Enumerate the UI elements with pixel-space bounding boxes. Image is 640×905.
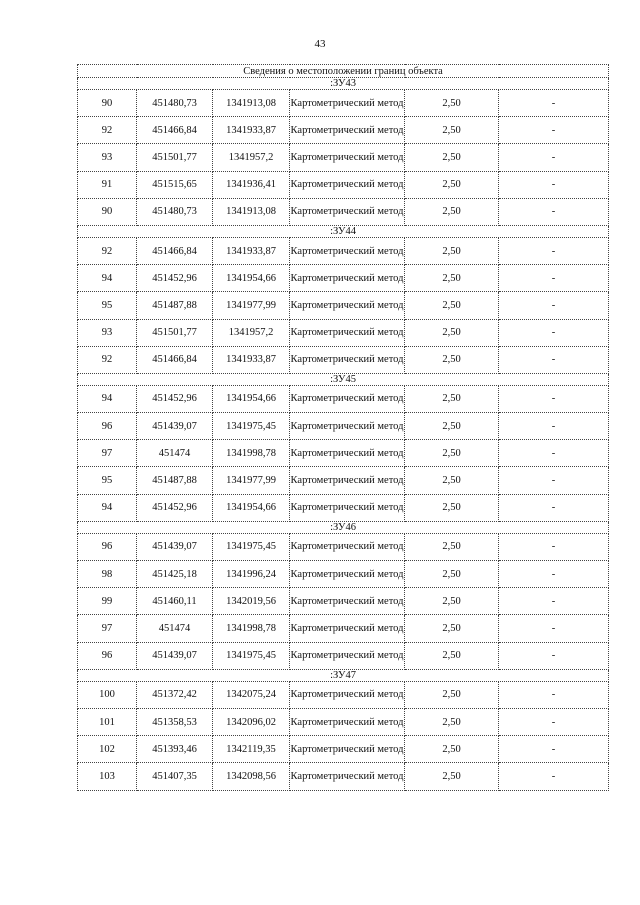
table-row	[78, 763, 609, 790]
note-cell: -	[499, 494, 609, 521]
y-coordinate-cell: 1341913,08	[213, 90, 290, 117]
accuracy-cell: 2,50	[405, 615, 499, 642]
section-row	[78, 373, 609, 385]
accuracy-cell: 2,50	[405, 681, 499, 708]
y-coordinate-cell: 1341975,45	[213, 533, 290, 560]
x-coordinate-cell: 451501,77	[137, 144, 213, 171]
table-row	[78, 144, 609, 171]
point-number-cell: 100	[78, 681, 137, 708]
y-coordinate-cell: 1341996,24	[213, 561, 290, 588]
method-cell: Картометрический метод	[290, 533, 405, 560]
page-number: 43	[314, 38, 326, 50]
x-coordinate-cell: 451480,73	[137, 90, 213, 117]
accuracy-cell: 2,50	[405, 708, 499, 735]
method-cell: Картометрический метод	[290, 198, 405, 225]
x-coordinate-cell: 451439,07	[137, 413, 213, 440]
table-row	[78, 385, 609, 412]
method-cell: Картометрический метод	[290, 681, 405, 708]
x-coordinate-cell: 451501,77	[137, 319, 213, 346]
x-coordinate-cell: 451466,84	[137, 117, 213, 144]
section-row	[78, 78, 609, 90]
point-number-cell: 95	[78, 467, 137, 494]
point-number-cell: 93	[78, 144, 137, 171]
point-number-cell: 98	[78, 561, 137, 588]
y-coordinate-cell: 1341933,87	[213, 237, 290, 264]
method-cell: Картометрический метод	[290, 561, 405, 588]
table-row	[78, 588, 609, 615]
boundary-table	[77, 64, 609, 791]
table-row	[78, 292, 609, 319]
method-cell: Картометрический метод	[290, 144, 405, 171]
y-coordinate-cell: 1342019,56	[213, 588, 290, 615]
x-coordinate-cell: 451452,96	[137, 385, 213, 412]
note-cell: -	[499, 265, 609, 292]
method-cell: Картометрический метод	[290, 494, 405, 521]
note-cell: -	[499, 171, 609, 198]
y-coordinate-cell: 1341977,99	[213, 467, 290, 494]
point-number-cell: 92	[78, 117, 137, 144]
point-number-cell: 92	[78, 237, 137, 264]
note-cell: -	[499, 319, 609, 346]
table-row	[78, 533, 609, 560]
x-coordinate-cell: 451515,65	[137, 171, 213, 198]
accuracy-cell: 2,50	[405, 588, 499, 615]
table-row	[78, 265, 609, 292]
method-cell: Картометрический метод	[290, 292, 405, 319]
x-coordinate-cell: 451487,88	[137, 292, 213, 319]
section-row	[78, 669, 609, 681]
note-cell: -	[499, 385, 609, 412]
section-label: :ЗУ43	[78, 78, 609, 90]
x-coordinate-cell: 451372,42	[137, 681, 213, 708]
y-coordinate-cell: 1341936,41	[213, 171, 290, 198]
method-cell: Картометрический метод	[290, 413, 405, 440]
accuracy-cell: 2,50	[405, 144, 499, 171]
section-label: :ЗУ44	[78, 225, 609, 237]
y-coordinate-cell: 1341998,78	[213, 440, 290, 467]
point-number-cell: 99	[78, 588, 137, 615]
note-cell: -	[499, 642, 609, 669]
accuracy-cell: 2,50	[405, 90, 499, 117]
x-coordinate-cell: 451452,96	[137, 494, 213, 521]
table-row	[78, 90, 609, 117]
method-cell: Картометрический метод	[290, 708, 405, 735]
note-cell: -	[499, 736, 609, 763]
note-cell: -	[499, 533, 609, 560]
y-coordinate-cell: 1341954,66	[213, 385, 290, 412]
note-cell: -	[499, 292, 609, 319]
point-number-cell: 92	[78, 346, 137, 373]
y-coordinate-cell: 1341998,78	[213, 615, 290, 642]
point-number-cell: 96	[78, 642, 137, 669]
note-cell: -	[499, 681, 609, 708]
x-coordinate-cell: 451487,88	[137, 467, 213, 494]
point-number-cell: 96	[78, 413, 137, 440]
point-number-cell: 95	[78, 292, 137, 319]
y-coordinate-cell: 1341975,45	[213, 642, 290, 669]
table-row	[78, 467, 609, 494]
method-cell: Картометрический метод	[290, 588, 405, 615]
y-coordinate-cell: 1341933,87	[213, 117, 290, 144]
table-row	[78, 319, 609, 346]
x-coordinate-cell: 451407,35	[137, 763, 213, 790]
note-cell: -	[499, 144, 609, 171]
accuracy-cell: 2,50	[405, 265, 499, 292]
x-coordinate-cell: 451474	[137, 615, 213, 642]
method-cell: Картометрический метод	[290, 385, 405, 412]
table-row	[78, 198, 609, 225]
table-row	[78, 681, 609, 708]
method-cell: Картометрический метод	[290, 615, 405, 642]
method-cell: Картометрический метод	[290, 736, 405, 763]
method-cell: Картометрический метод	[290, 467, 405, 494]
point-number-cell: 97	[78, 615, 137, 642]
x-coordinate-cell: 451466,84	[137, 346, 213, 373]
note-cell: -	[499, 346, 609, 373]
accuracy-cell: 2,50	[405, 171, 499, 198]
accuracy-cell: 2,50	[405, 346, 499, 373]
section-label: :ЗУ46	[78, 521, 609, 533]
point-number-cell: 93	[78, 319, 137, 346]
point-number-cell: 97	[78, 440, 137, 467]
y-coordinate-cell: 1341975,45	[213, 413, 290, 440]
point-number-cell: 90	[78, 198, 137, 225]
table-row	[78, 736, 609, 763]
y-coordinate-cell: 1341977,99	[213, 292, 290, 319]
point-number-cell: 102	[78, 736, 137, 763]
accuracy-cell: 2,50	[405, 117, 499, 144]
table-row	[78, 615, 609, 642]
x-coordinate-cell: 451393,46	[137, 736, 213, 763]
table-row	[78, 642, 609, 669]
point-number-cell: 103	[78, 763, 137, 790]
x-coordinate-cell: 451439,07	[137, 642, 213, 669]
table-row	[78, 561, 609, 588]
x-coordinate-cell: 451439,07	[137, 533, 213, 560]
y-coordinate-cell: 1342098,56	[213, 763, 290, 790]
accuracy-cell: 2,50	[405, 561, 499, 588]
note-cell: -	[499, 561, 609, 588]
section-label: :ЗУ47	[78, 669, 609, 681]
table-row	[78, 117, 609, 144]
method-cell: Картометрический метод	[290, 265, 405, 292]
accuracy-cell: 2,50	[405, 292, 499, 319]
method-cell: Картометрический метод	[290, 90, 405, 117]
section-row	[78, 521, 609, 533]
y-coordinate-cell: 1342096,02	[213, 708, 290, 735]
y-coordinate-cell: 1341957,2	[213, 144, 290, 171]
section-row	[78, 225, 609, 237]
y-coordinate-cell: 1341913,08	[213, 198, 290, 225]
accuracy-cell: 2,50	[405, 736, 499, 763]
method-cell: Картометрический метод	[290, 763, 405, 790]
point-number-cell: 94	[78, 494, 137, 521]
note-cell: -	[499, 615, 609, 642]
point-number-cell: 90	[78, 90, 137, 117]
note-cell: -	[499, 117, 609, 144]
table-row	[78, 494, 609, 521]
accuracy-cell: 2,50	[405, 198, 499, 225]
accuracy-cell: 2,50	[405, 237, 499, 264]
y-coordinate-cell: 1341954,66	[213, 265, 290, 292]
method-cell: Картометрический метод	[290, 440, 405, 467]
accuracy-cell: 2,50	[405, 413, 499, 440]
accuracy-cell: 2,50	[405, 494, 499, 521]
note-cell: -	[499, 708, 609, 735]
table-title: Сведения о местоположении границ объекта	[78, 65, 609, 78]
note-cell: -	[499, 198, 609, 225]
x-coordinate-cell: 451460,11	[137, 588, 213, 615]
table-row	[78, 346, 609, 373]
y-coordinate-cell: 1342119,35	[213, 736, 290, 763]
note-cell: -	[499, 588, 609, 615]
accuracy-cell: 2,50	[405, 440, 499, 467]
x-coordinate-cell: 451466,84	[137, 237, 213, 264]
point-number-cell: 101	[78, 708, 137, 735]
accuracy-cell: 2,50	[405, 763, 499, 790]
method-cell: Картометрический метод	[290, 319, 405, 346]
note-cell: -	[499, 237, 609, 264]
x-coordinate-cell: 451474	[137, 440, 213, 467]
method-cell: Картометрический метод	[290, 117, 405, 144]
note-cell: -	[499, 440, 609, 467]
x-coordinate-cell: 451358,53	[137, 708, 213, 735]
table-row	[78, 171, 609, 198]
point-number-cell: 91	[78, 171, 137, 198]
table-row	[78, 237, 609, 264]
note-cell: -	[499, 90, 609, 117]
y-coordinate-cell: 1341954,66	[213, 494, 290, 521]
table-row	[78, 708, 609, 735]
x-coordinate-cell: 451480,73	[137, 198, 213, 225]
accuracy-cell: 2,50	[405, 533, 499, 560]
accuracy-cell: 2,50	[405, 319, 499, 346]
note-cell: -	[499, 467, 609, 494]
table-row	[78, 413, 609, 440]
y-coordinate-cell: 1341957,2	[213, 319, 290, 346]
y-coordinate-cell: 1341933,87	[213, 346, 290, 373]
note-cell: -	[499, 763, 609, 790]
accuracy-cell: 2,50	[405, 642, 499, 669]
x-coordinate-cell: 451425,18	[137, 561, 213, 588]
x-coordinate-cell: 451452,96	[137, 265, 213, 292]
y-coordinate-cell: 1342075,24	[213, 681, 290, 708]
method-cell: Картометрический метод	[290, 642, 405, 669]
point-number-cell: 94	[78, 385, 137, 412]
accuracy-cell: 2,50	[405, 385, 499, 412]
note-cell: -	[499, 413, 609, 440]
method-cell: Картометрический метод	[290, 346, 405, 373]
method-cell: Картометрический метод	[290, 237, 405, 264]
point-number-cell: 96	[78, 533, 137, 560]
accuracy-cell: 2,50	[405, 467, 499, 494]
method-cell: Картометрический метод	[290, 171, 405, 198]
point-number-cell: 94	[78, 265, 137, 292]
section-label: :ЗУ45	[78, 373, 609, 385]
table-row	[78, 440, 609, 467]
